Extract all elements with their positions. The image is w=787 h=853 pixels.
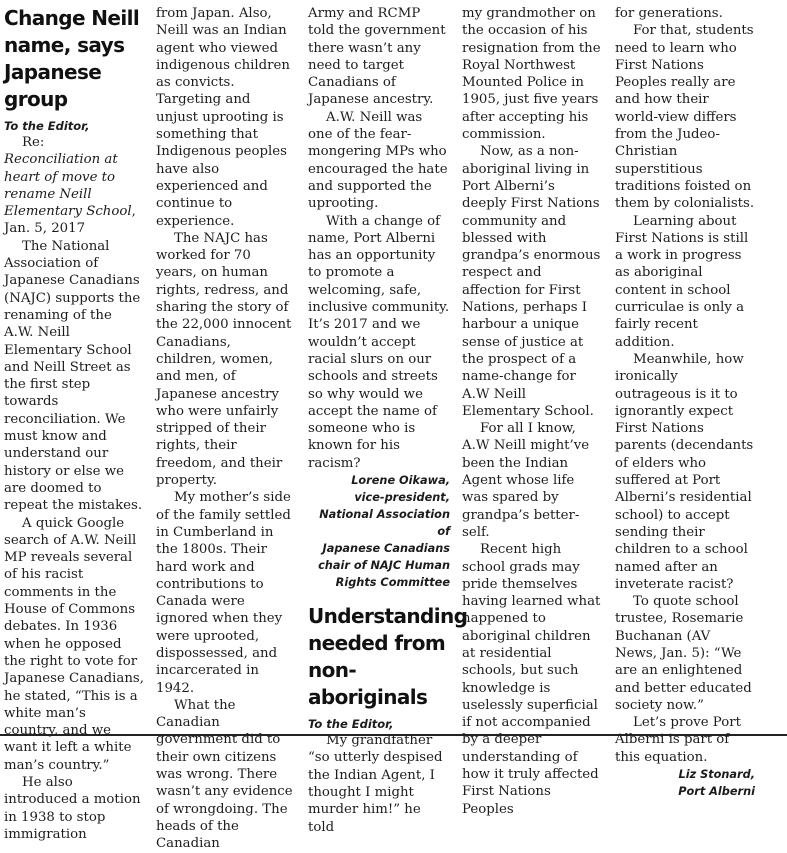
signature-line: Japanese Canadians bbox=[322, 542, 450, 556]
reference-prefix: Re: bbox=[22, 135, 45, 150]
paragraph: Now, as a non-aboriginal living in Port Alberni’s deeply First Nations community and blessed with grandpa’s enormous respect and affection for First Nations, perhaps I harbour a unique sense of justice at the prospect of a name-change for A.W Neill Elementary School. bbox=[462, 144, 601, 419]
paragraph: With a change of name, Port Alberni has an opportunity to promote a welcoming, safe, inclusive community. It’s 2017 and we wouldn’t accept racial slurs on our schools and streets so why would we accept the name of someone who is known for his racism? bbox=[308, 213, 450, 471]
headline-letter-1: Change Neill name, says Japanese group bbox=[4, 6, 140, 111]
column-5 bbox=[615, 5, 755, 800]
paragraph: Recent high school grads may pride themselves having learned what happened to aboriginal children at residential schools, but such knowledge is uselessly superficial if not accompanied by a deeper understanding of how it truly affected First Nations Peoples bbox=[462, 542, 601, 817]
reference-line bbox=[4, 134, 144, 238]
salutation-letter-2: To the Editor, bbox=[308, 717, 394, 732]
signature-letter-2 bbox=[615, 766, 755, 800]
signature-letter-1 bbox=[308, 472, 450, 591]
paragraph: Learning about First Nations is still a work in progress as aboriginal content in school curriculae is only a fairly recent addition. bbox=[615, 213, 749, 350]
paragraph: for generations. bbox=[615, 6, 723, 21]
column-1 bbox=[4, 5, 144, 843]
column-2 bbox=[156, 5, 294, 853]
paragraph: The NAJC has worked for 70 years, on human rights, redress, and sharing the story of the 22,000 innocent Canadians, children, women, and men, of Japanese ancestry who were unfairly stripped of their rights, their freedom, and their property. bbox=[156, 230, 292, 489]
paragraph: The National Association of Japanese Canadians (NAJC) supports the renaming of the A.W. Neill Elementary School and Neill Street as the first step towards reconciliation. We must know and understand our history or else we are doomed to repeat the mistakes. bbox=[4, 238, 143, 514]
paragraph: My mother’s side of the family settled in Cumberland in the 1800s. Their hard work and contributions to Canada were ignored when they were uprooted, dispossessed, and incarcerated in 1942. bbox=[156, 490, 291, 696]
signature-line: Port Alberni bbox=[678, 785, 755, 799]
column-3 bbox=[308, 5, 468, 836]
paragraph: What the Canadian government did to their own citizens was wrong. There wasn’t any evidence of wrongdoing. The heads of the Canadian bbox=[156, 697, 293, 852]
paragraph: For that, students need to learn who First Nations Peoples really are and how their world-view differs from the Judeo-Christian superstitious traditions foisted on them by colonialists. bbox=[615, 23, 755, 212]
paragraph: To quote school trustee, Rosemarie Buchanan (AV News, Jan. 5): “We are an enlightened and better educated society now.” bbox=[615, 594, 752, 713]
signature-line: chair of NAJC Human bbox=[318, 559, 450, 573]
signature-line: Liz Stonard, bbox=[678, 768, 755, 782]
column-4 bbox=[462, 5, 602, 818]
salutation-letter-1: To the Editor, bbox=[4, 119, 90, 133]
paragraph: Let’s prove Port Alberni is part of this equation. bbox=[615, 715, 741, 765]
paragraph: My grandfather “so utterly despised the Indian Agent, I thought I might murder him!” he told bbox=[308, 733, 443, 835]
paragraph: from Japan. Also, Neill was an Indian agent who viewed indigenous children as convicts. Targeting and unjust uprooting is something that Indigenous peoples have also experienced and continue to experience. bbox=[156, 6, 290, 229]
paragraph: my grandmother on the occasion of his resignation from the Royal Northwest Mounted Police in 1905, just five years after accepting his commission. bbox=[462, 6, 601, 143]
paragraph: Meanwhile, how ironically outrageous is it to ignorantly expect First Nations parents (decendants of elders who suffered at Port Alberni’s residential school) to accept sending their children to a school named after an inveterate racist? bbox=[615, 351, 754, 592]
signature-line: National Association of bbox=[319, 508, 450, 539]
paragraph: He also introduced a motion in 1938 to stop immigration bbox=[4, 774, 141, 842]
reference-date: , Jan. 5, 2017 bbox=[4, 204, 136, 237]
signature-line: vice-president, bbox=[354, 491, 450, 505]
signature-line: Lorene Oikawa, bbox=[351, 474, 450, 488]
paragraph: A quick Google search of A.W. Neill MP reveals several of his racist comments in the House of Commons debates. In 1936 when he opposed the right to vote for Japanese Canadians, he stated, “This is a white man’s country, and we want it left a white man’s country.” bbox=[4, 515, 144, 773]
paragraph: A.W. Neill was one of the fear-mongering MPs who encouraged the hate and supported the uprooting. bbox=[308, 109, 448, 212]
paragraph: For all I know, A.W Neill might’ve been the Indian Agent whose life was spared by grandpa’s better-self. bbox=[462, 421, 590, 540]
signature-line: Rights Committee bbox=[335, 576, 450, 590]
bottom-rule bbox=[0, 734, 787, 736]
headline-letter-2: Understanding needed from non-aboriginals bbox=[308, 604, 468, 710]
reference-article-title: Reconciliation at heart of move to rename Neill Elementary School bbox=[4, 152, 132, 220]
paragraph: Army and RCMP told the government there wasn’t any need to target Canadians of Japanese ancestry. bbox=[308, 6, 446, 108]
